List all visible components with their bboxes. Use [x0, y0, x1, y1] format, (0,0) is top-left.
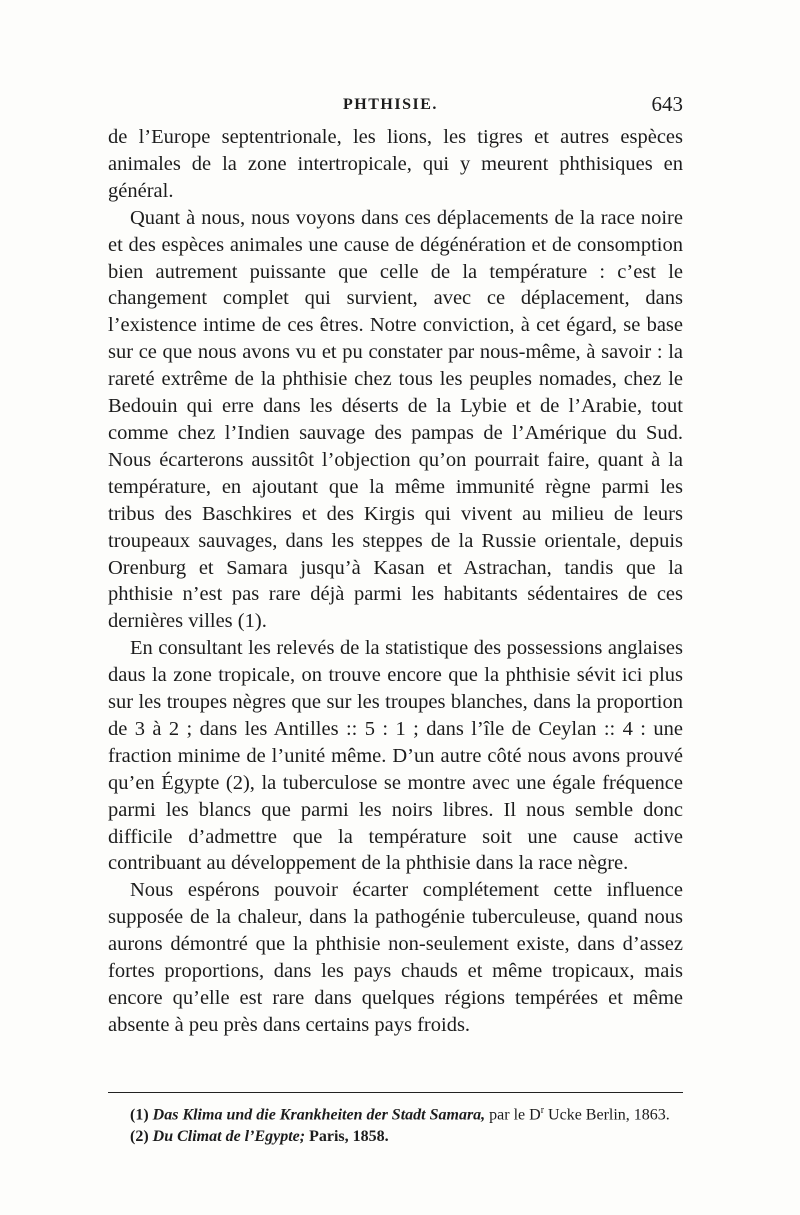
- footnote-number: (1): [130, 1106, 149, 1124]
- page-number: 643: [651, 92, 683, 116]
- footnote-1: [108, 1100, 683, 1126]
- paragraph: Quant à nous, nous voyons dans ces déplacements de la race noire et des espèces animales une cause de dégénération et de consomption bien autrement puissante que celle de la température : c’est le changement complet qui survient, avec ce déplacement, dans l’existence intime de ces êtres. Notre conviction, à cet égard, se base sur ce que nous avons vu et pu constater par nous-même, à savoir : la rareté extrême de la phthisie chez tous les peuples nomades, chez le Bedouin qui erre dans les déserts de la Lybie et de l’Arabie, tout comme chez l’Indien sauvage des pampas de l’Amérique du Sud. Nous écarterons aussitôt l’objection qu’on pourrait faire, quant à la température, en ajoutant que la même immunité règne parmi les tribus des Baschkires et des Kirgis qui vivent au milieu de leurs troupeaux sauvages, dans les steppes de la Russie orientale, depuis Orenburg et Samara jusqu’à Kasan et Astrachan, tandis que la phthisie n’est pas rare déjà parmi les habitants sédentaires de ces dernières villes (1).: [108, 206, 683, 633]
- footnote-text: Ucke Berlin, 1863.: [544, 1106, 670, 1124]
- running-title: PHTHISIE.: [343, 96, 438, 113]
- footnote-text: Paris, 1858.: [309, 1127, 389, 1145]
- paragraph: Nous espérons pouvoir écarter complétement cette influence supposée de la chaleur, dans la pathogénie tuberculeuse, quand nous aurons démontré que la phthisie non-seulement existe, dans d’assez fortes proportions, dans les pays chauds et même tropicaux, mais encore qu’elle est rare dans quelques régions tempérées et même absente à peu près dans certains pays froids.: [108, 879, 683, 1036]
- paragraph-continuation: de l’Europe septentrionale, les lions, les tigres et autres espèces animales de la zone intertropicale, qui y meurent phthisiques en général.: [108, 126, 683, 202]
- footnote-title: Du Climat de l’Egypte;: [152, 1127, 306, 1145]
- body-text: [108, 124, 683, 1039]
- footnotes: [108, 1100, 683, 1147]
- footnote-text: par le D: [489, 1106, 541, 1124]
- footnote-number: (2): [130, 1127, 149, 1145]
- footnote-rule: [108, 1092, 683, 1093]
- footnote-2: [108, 1126, 683, 1148]
- page-header: [108, 92, 683, 120]
- footnote-title: Das Klima und die Krankheiten der Stadt Samara,: [152, 1106, 486, 1124]
- paragraph: En consultant les relevés de la statistique des possessions anglaises daus la zone tropicale, on trouve encore que la phthisie sévit ici plus sur les troupes nègres que sur les troupes blanches, dans la proportion de 3 à 2 ; dans les Antilles :: 5 : 1 ; dans l’île de Ceylan :: 4 : une fraction minime de l’unité même. D’un autre côté nous avons prouvé qu’en Égypte (2), la tuberculose se montre avec une égale fréquence parmi les blancs que parmi les noirs libres. Il nous semble donc difficile d’admettre que la température soit une cause active contribuant au développement de la phthisie dans la race nègre.: [108, 637, 683, 875]
- footnote-superscript: r: [540, 1105, 545, 1116]
